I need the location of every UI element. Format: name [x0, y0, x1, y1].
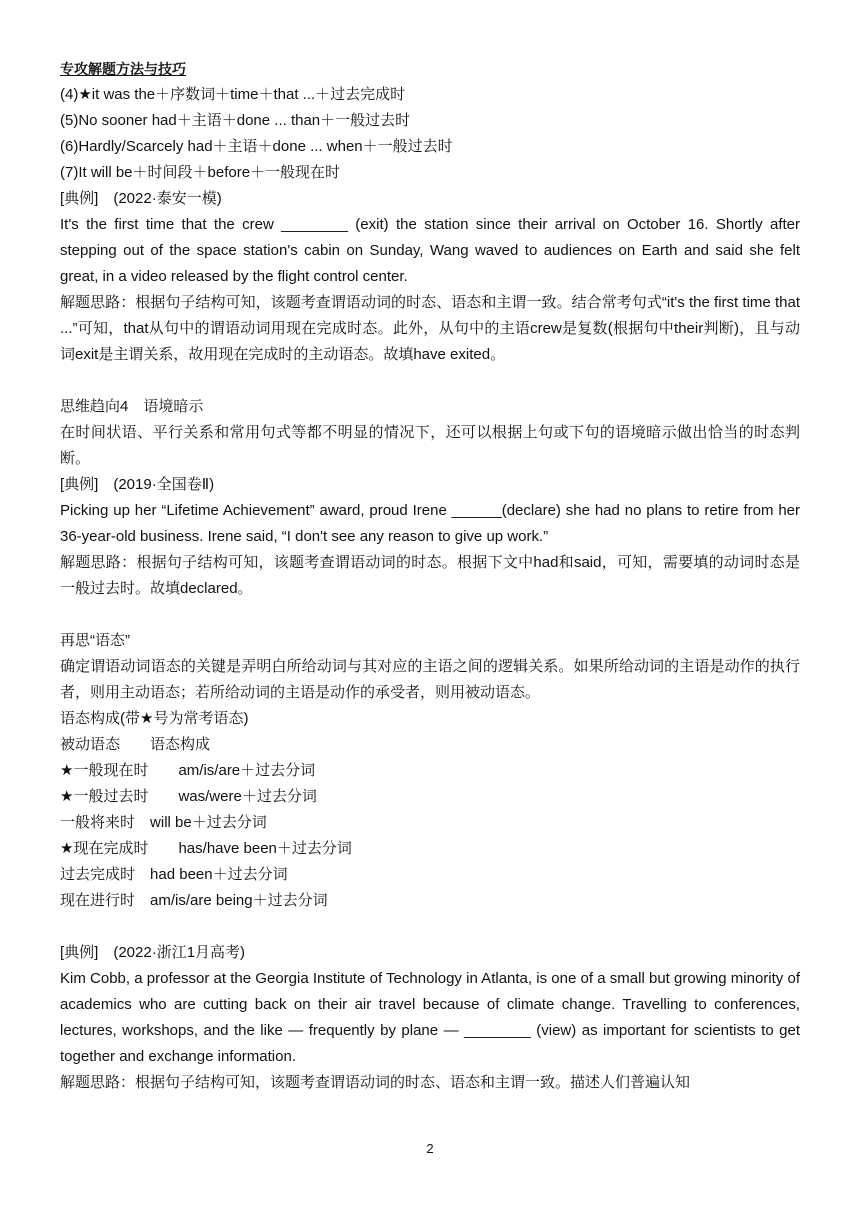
document-page [60, 56, 805, 1096]
header-col2: 语态构成 [150, 736, 211, 753]
tense-form: will be＋过去分词 [150, 814, 267, 831]
example1-source: [典例] (2022·泰安一模) [60, 190, 222, 207]
tense-form: was/were＋过去分词 [178, 788, 317, 805]
tense-form: am/is/are＋过去分词 [178, 762, 316, 779]
voice-desc: 确定谓语动词语态的关键是弄明白所给动词与其对应的主语之间的逻辑关系。如果所给动词的主语是动作的执行者，则用主动语态；若所给动词的主语是动作的承受者，则用被动语态。 [60, 658, 800, 701]
voice-row [60, 836, 800, 862]
tense-name: ★一般现在时 [60, 762, 149, 779]
voice-row [60, 888, 800, 914]
example3-source: [典例] (2022·浙江1月高考) [60, 944, 246, 961]
example2-text: Picking up her “Lifetime Achievement” award, proud Irene ______(declare) she had no plans to retire from her 36-year-old business. Irene said, “I don't see any reason to give up work.” [60, 502, 805, 545]
tense-name: ★一般过去时 [60, 788, 149, 805]
pattern-5: (5)No sooner had＋主语＋done ... than＋一般过去时 [60, 112, 411, 129]
voice-row [60, 784, 800, 810]
voice-row [60, 758, 800, 784]
pattern-4: (4)★it was the＋序数词＋time＋that ...＋过去完成时 [60, 86, 406, 103]
tense-name: 一般将来时 [60, 814, 136, 831]
voice-title: 再思“语态” [60, 632, 130, 649]
tense-name: 过去完成时 [60, 866, 136, 883]
tense-form: had been＋过去分词 [150, 866, 288, 883]
page-number: 2 [426, 1141, 434, 1156]
tense-form: am/is/are being＋过去分词 [150, 892, 328, 909]
tense-form: has/have been＋过去分词 [178, 840, 352, 857]
header-col1: 被动语态 [60, 736, 121, 753]
example2-source: [典例] (2019·全国卷Ⅱ) [60, 476, 215, 493]
example1-analysis: 解题思路：根据句子结构可知，该题考查谓语动词的时态、语态和主谓一致。结合常考句式“it's the first time that ...”可知，that从句中的谓语动词用现在完成时态。此外，从句中的主语crew是复数(根据句中their判断)，且与动词exit是主谓关系，故用现在完成时的主动语态。故填have exited。 [60, 294, 805, 363]
voice-row [60, 862, 800, 888]
tense-name: ★现在完成时 [60, 840, 149, 857]
example3-text: Kim Cobb, a professor at the Georgia Institute of Technology in Atlanta, is one of a small but growing minority of academics who are cutting back on their air travel because of climate change. Travelling to conferences, lectures, workshops, and the like — frequently by plane — ________ (view) as important for scientists to get together and exchange information. [60, 970, 805, 1065]
pattern-7: (7)It will be＋时间段＋before＋一般现在时 [60, 164, 341, 181]
voice-table-title: 语态构成(带★号为常考语态) [60, 710, 249, 727]
tendency4-desc: 在时间状语、平行关系和常用句式等都不明显的情况下，还可以根据上句或下句的语境暗示做出恰当的时态判断。 [60, 424, 800, 467]
tense-name: 现在进行时 [60, 892, 136, 909]
spacer [60, 602, 800, 628]
section-heading: 专攻解题方法与技巧 [60, 61, 186, 77]
spacer [60, 914, 800, 940]
pattern-6: (6)Hardly/Scarcely had＋主语＋done ... when＋一般过去时 [60, 138, 453, 155]
tendency4-title: 思维趋向4 语境暗示 [60, 398, 204, 415]
spacer [60, 368, 800, 394]
example2-analysis: 解题思路：根据句子结构可知，该题考查谓语动词的时态。根据下文中had和said，可知，需要填的动词时态是一般过去时。故填declared。 [60, 554, 800, 597]
example1-text: It's the first time that the crew ________ (exit) the station since their arrival on October 16. Shortly after stepping out of the space station's cabin on Sunday, Wang waved to audiences on Earth and said she felt great, in a video released by the flight control center. [60, 216, 805, 285]
example3-analysis: 解题思路：根据句子结构可知，该题考查谓语动词的时态、语态和主谓一致。描述人们普遍认知 [60, 1074, 691, 1091]
voice-row [60, 810, 800, 836]
voice-table-header [60, 732, 800, 758]
